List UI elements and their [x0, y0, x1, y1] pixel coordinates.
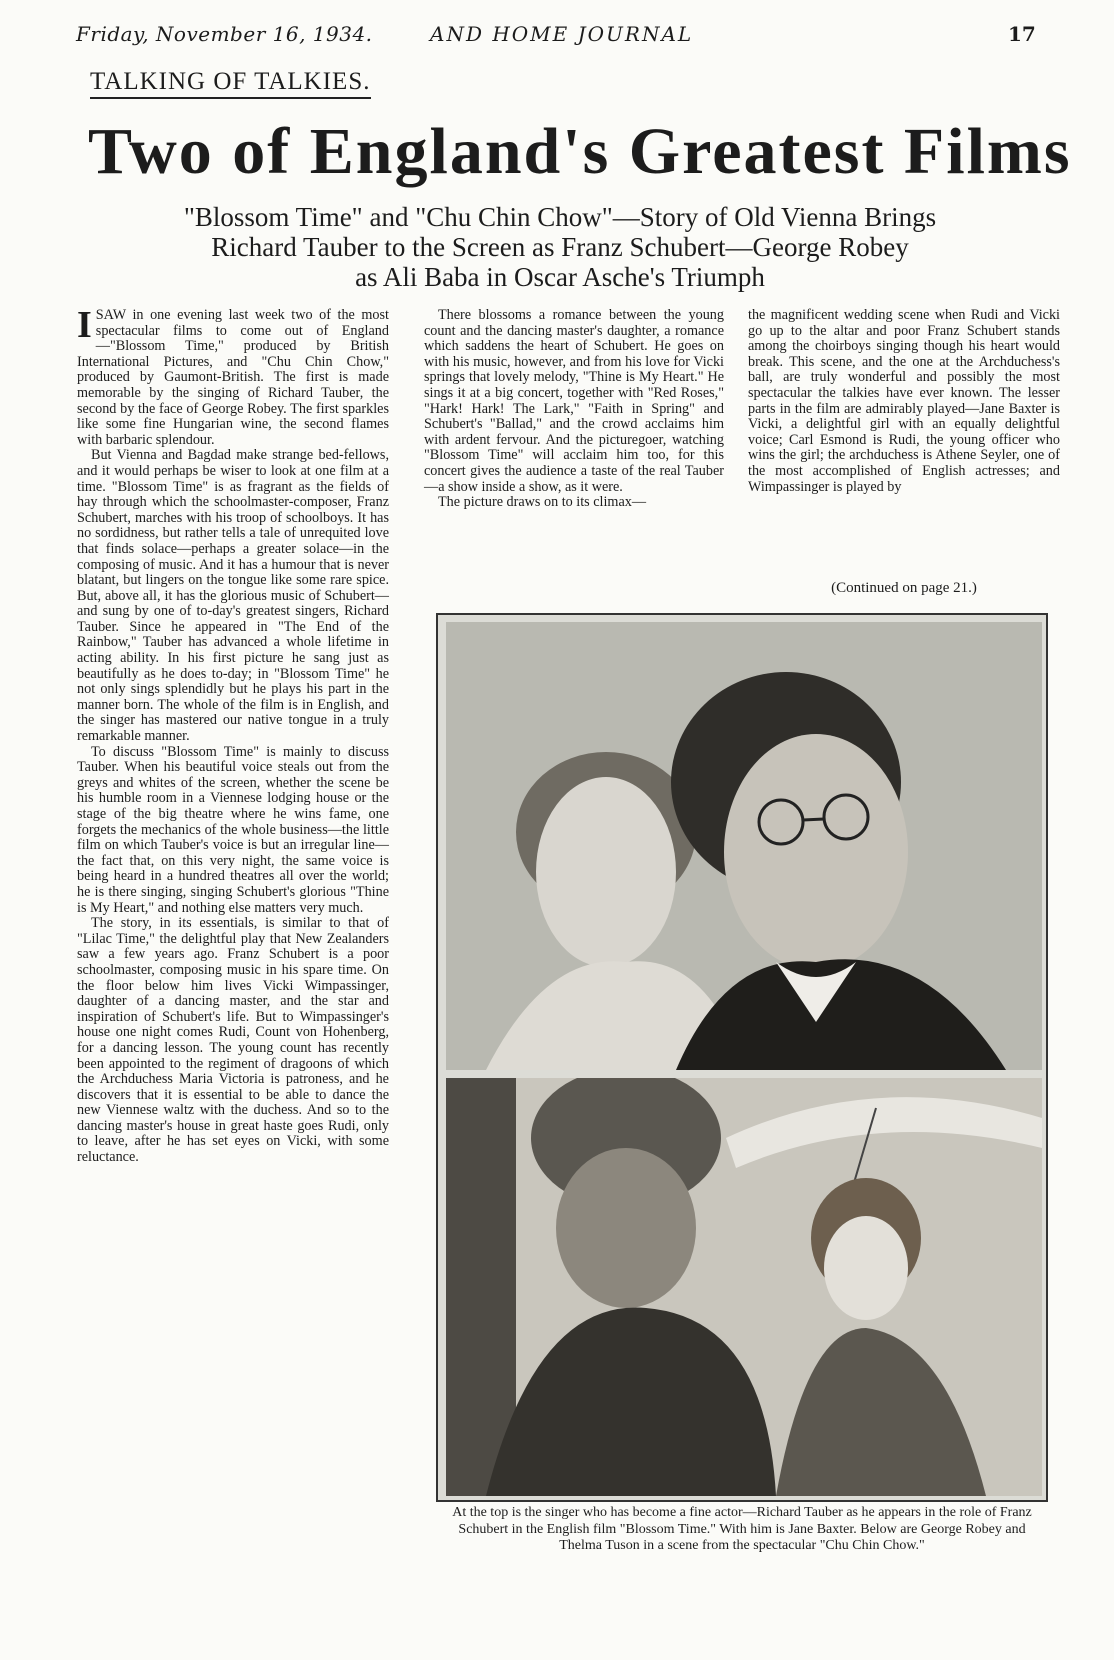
article-paragraph: But Vienna and Bagdad make strange bed-fellows, and it would perhaps be wiser to look at one film at a time. "Blossom Time" is as fragrant as the fields of hay through which the schoolmaster-composer, Franz Schubert, marches with his troop of schoolboys. It has no sordidness, but rather tells a tale of unrequited love that finds solace—perhaps a greater solace—in the composing of music. And it has a humour that is never blatant, but lingers on the tongue like some rare spice. But, above all, it has the glorious music of Schubert—and sung by one of to-day's greatest singers, Richard Tauber. Since he appeared in "The End of the Rainbow," Tauber has advanced a whole lifetime in acting ability. In his first picture he sang just as beautifully as he does to-day; in "Blossom Time" he not only sings splendidly but he plays his part in the manner born. The whole of the film is in English, and the singer has mastered our native tongue in a truly remarkable manner. — [77, 447, 389, 745]
article-column-2 — [424, 308, 724, 511]
journal-name: AND HOME JOURNAL — [430, 22, 694, 46]
section-title: TALKING OF TALKIES. — [90, 68, 371, 99]
subhead-line-1: "Blossom Time" and "Chu Chin Chow"—Story of Old Vienna Brings — [183, 202, 937, 232]
headline: Two of England's Greatest Films — [88, 115, 1072, 188]
photo-blossom-time-illustration — [446, 622, 1042, 1070]
continued-note: (Continued on page 21.) — [831, 580, 977, 596]
subhead-line-2: Richard Tauber to the Screen as Franz Schubert—George Robey — [211, 232, 909, 262]
page-number: 17 — [1008, 22, 1036, 46]
subhead-line-3: as Ali Baba in Oscar Asche's Triumph — [355, 262, 765, 292]
article-paragraph: To discuss "Blossom Time" is mainly to discuss Tauber. When his beautiful voice steals out from the greys and whites of the screen, whether the scene be his humble room in a Viennese lodging house or the stage of the big theatre where he wins fame, one forgets the mechanics of the whole business—the little film on which Tauber's voice is but an irregular line—the fact that, on this very night, the same voice is being heard in a hundred theatres all over the world; he is there singing, singing Schubert's glorious "Thine is My Heart," and nothing else matters very much. — [77, 743, 389, 916]
photo-blossom-time — [446, 622, 1042, 1070]
issue-date: Friday, November 16, 1934. — [76, 22, 373, 46]
photo-chu-chin-chow — [446, 1078, 1042, 1496]
article-paragraph: There blossoms a romance between the young count and the dancing master's daughter, a romance which saddens the heart of Schubert. He goes on with his music, however, and from his love for Vicki springs that lovely melody, "Thine is My Heart." He sings it at a big concert, together with "Red Roses," "Hark! Hark! The Lark," "Faith in Spring" and Schubert's "Ballad," and the crowd acclaims him with ardent fervour. And the picturegoer, watching "Blossom Time" will acclaim him too, for this concert gives the audience a taste of the real Tauber—a show inside a show, as it were. — [424, 307, 724, 495]
article-column-3 — [748, 308, 1060, 495]
article-paragraph: SAW in one evening last week two of the most spectacular films to come out of England—"Blossom Time," produced by British International Pictures, and "Chu Chin Chow," produced by Gaumont-British. The first is made memorable by the singing of Richard Tauber, the second by the face of George Robey. The first sparkles like some fine Hungarian wine, the second flames with barbaric splendour. — [77, 307, 389, 448]
article-paragraph: the magnificent wedding scene when Rudi and Vicki go up to the altar and poor Franz Schubert stands among the choirboys singing though his heart would break. This scene, and the one at the Archduchess's ball, are truly wonderful and possibly the most spectacular the talkies have ever known. The lesser parts in the film are admirably played—Jane Baxter is Vicki, a delightful girl with an equally delightful voice; Carl Esmond is Rudi, the young officer who wins the girl; the archduchess is Athene Seyler, one of the most accomplished of English actresses; and Wimpassinger is played by — [748, 307, 1060, 495]
photo-chu-chin-chow-illustration — [446, 1078, 1042, 1496]
article-column-1 — [77, 304, 389, 1166]
article-paragraph: The story, in its essentials, is similar to that of "Lilac Time," the delightful play that New Zealanders saw a few years ago. Franz Schubert is a poor schoolmaster, composing music in his spare time. On the floor below him lives Vicki Wimpassinger, daughter of a dancing master, and the star and inspiration of Schubert's life. But to Wimpassinger's house one night comes Rudi, Count von Hohenberg, for a dancing lesson. The young count has recently been appointed to the regiment of dragoons of which the Archduchess Maria Victoria is patroness, and he discovers that it is essential to be able to dance the new Viennese waltz with the duchess. And so to the dancing master's house in great haste goes Rudi, only to leave, after he has set eyes on Vicki, with some reluctance. — [77, 915, 389, 1166]
drop-cap: I — [77, 304, 92, 346]
subheadline — [60, 202, 1060, 292]
article-paragraph: The picture draws on to its climax— — [438, 494, 647, 511]
photo-caption: At the top is the singer who has become a fine actor—Richard Tauber as he appears in the role of Franz Schubert in the English film "Blossom Time." With him is Jane Baxter. Below are George Robey and Thelma Tuson in a scene from the spectacular "Chu Chin Chow." — [452, 1505, 1032, 1553]
